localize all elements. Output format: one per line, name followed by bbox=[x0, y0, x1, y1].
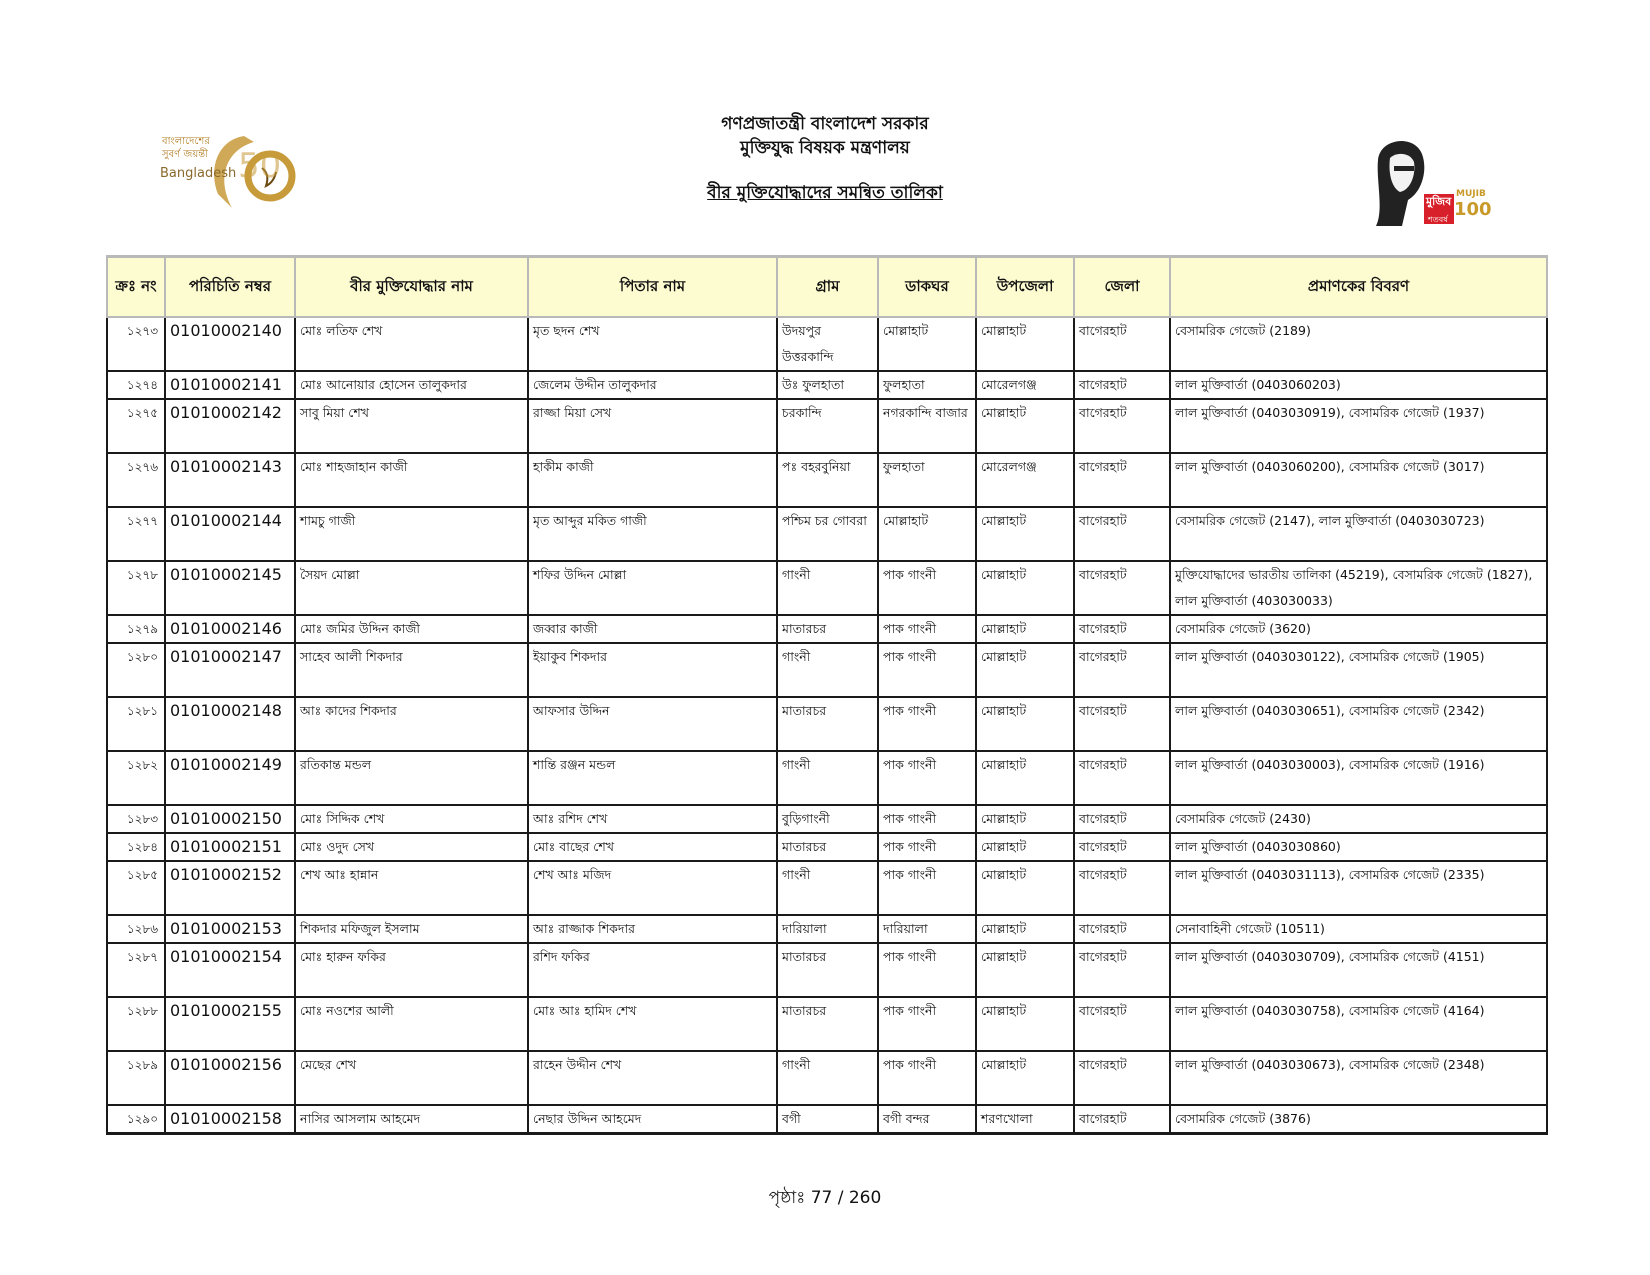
serial-cell: ১২৯০ bbox=[107, 1105, 165, 1134]
table-row bbox=[107, 615, 1547, 643]
col-village: গ্রাম bbox=[777, 257, 878, 318]
father-cell: শফির উদ্দিন মোল্লা bbox=[528, 561, 777, 615]
serial-cell: ১২৭৩ bbox=[107, 317, 165, 371]
page-footer bbox=[0, 1185, 1650, 1213]
table-row bbox=[107, 805, 1547, 833]
district-cell: বাগেরহাট bbox=[1074, 861, 1170, 915]
col-id-number: পরিচিতি নম্বর bbox=[165, 257, 295, 318]
jubilee-bangladesh-word: Bangladesh bbox=[160, 166, 237, 181]
table-row bbox=[107, 1105, 1547, 1134]
table-row bbox=[107, 697, 1547, 751]
serial-cell: ১২৭৭ bbox=[107, 507, 165, 561]
father-cell: রাজ্জা মিয়া সেখ bbox=[528, 399, 777, 453]
table-header-row bbox=[107, 257, 1547, 318]
serial-cell: ১২৮১ bbox=[107, 697, 165, 751]
upazila-cell: মোরেলগঞ্জ bbox=[976, 371, 1074, 399]
id-cell: 01010002156 bbox=[165, 1051, 295, 1105]
id-cell: 01010002158 bbox=[165, 1105, 295, 1134]
serial-cell: ১২৮৬ bbox=[107, 915, 165, 943]
father-cell: জব্বার কাজী bbox=[528, 615, 777, 643]
serial-cell: ১২৮৩ bbox=[107, 805, 165, 833]
village-cell: গাংনী bbox=[777, 1051, 878, 1105]
name-cell: মোঃ হারুন ফকির bbox=[295, 943, 528, 997]
post-office-cell: মোল্লাহাট bbox=[878, 317, 976, 371]
post-office-cell: পাক গাংনী bbox=[878, 615, 976, 643]
upazila-cell: মোল্লাহাট bbox=[976, 697, 1074, 751]
id-cell: 01010002155 bbox=[165, 997, 295, 1051]
district-cell: বাগেরহাট bbox=[1074, 453, 1170, 507]
proof-cell: বেসামরিক গেজেট (2147), লাল মুক্তিবার্তা (0403030723) bbox=[1170, 507, 1547, 561]
jubilee-line-1: বাংলাদেশের bbox=[162, 136, 210, 147]
district-cell: বাগেরহাট bbox=[1074, 697, 1170, 751]
upazila-cell: শরণখোলা bbox=[976, 1105, 1074, 1134]
proof-cell: মুক্তিযোদ্ধাদের ভারতীয় তালিকা (45219), বেসামরিক গেজেট (1827), লাল মুক্তিবার্তা (403030033) bbox=[1170, 561, 1547, 615]
id-cell: 01010002149 bbox=[165, 751, 295, 805]
name-cell: শিকদার মফিজুল ইসলাম bbox=[295, 915, 528, 943]
id-cell: 01010002151 bbox=[165, 833, 295, 861]
proof-cell: লাল মুক্তিবার্তা (0403060203) bbox=[1170, 371, 1547, 399]
post-office-cell: পাক গাংনী bbox=[878, 805, 976, 833]
name-cell: মোঃ নওশের আলী bbox=[295, 997, 528, 1051]
id-cell: 01010002147 bbox=[165, 643, 295, 697]
proof-cell: লাল মুক্তিবার্তা (0403030758), বেসামরিক গেজেট (4164) bbox=[1170, 997, 1547, 1051]
post-office-cell: দারিয়ালা bbox=[878, 915, 976, 943]
village-cell: গাংনী bbox=[777, 643, 878, 697]
name-cell: সাহেব আলী শিকদার bbox=[295, 643, 528, 697]
table-row bbox=[107, 371, 1547, 399]
name-cell: মোঃ জমির উদ্দিন কাজী bbox=[295, 615, 528, 643]
id-cell: 01010002150 bbox=[165, 805, 295, 833]
id-cell: 01010002145 bbox=[165, 561, 295, 615]
freedom-fighters-table bbox=[106, 255, 1548, 1135]
proof-cell: লাল মুক্তিবার্তা (0403030860) bbox=[1170, 833, 1547, 861]
id-cell: 01010002146 bbox=[165, 615, 295, 643]
list-title: বীর মুক্তিযোদ্ধাদের সমন্বিত তালিকা bbox=[707, 183, 943, 203]
district-cell: বাগেরহাট bbox=[1074, 833, 1170, 861]
upazila-cell: মোল্লাহাট bbox=[976, 317, 1074, 371]
id-cell: 01010002153 bbox=[165, 915, 295, 943]
proof-cell: লাল মুক্তিবার্তা (0403030919), বেসামরিক গেজেট (1937) bbox=[1170, 399, 1547, 453]
village-cell: গাংনী bbox=[777, 751, 878, 805]
mujib-word: মুজিব bbox=[1426, 195, 1452, 208]
proof-cell: বেসামরিক গেজেট (2430) bbox=[1170, 805, 1547, 833]
mujib-number: 100 bbox=[1454, 199, 1492, 220]
name-cell: সৈয়দ মোল্লা bbox=[295, 561, 528, 615]
post-office-cell: ফুলহাতা bbox=[878, 371, 976, 399]
post-office-cell: পাক গাংনী bbox=[878, 561, 976, 615]
proof-cell: সেনাবাহিনী গেজেট (10511) bbox=[1170, 915, 1547, 943]
table-row bbox=[107, 861, 1547, 915]
proof-cell: বেসামরিক গেজেট (3876) bbox=[1170, 1105, 1547, 1134]
table-row bbox=[107, 453, 1547, 507]
village-cell: গাংনী bbox=[777, 561, 878, 615]
upazila-cell: মোল্লাহাট bbox=[976, 1051, 1074, 1105]
village-cell: বগী bbox=[777, 1105, 878, 1134]
upazila-cell: মোল্লাহাট bbox=[976, 833, 1074, 861]
district-cell: বাগেরহাট bbox=[1074, 317, 1170, 371]
col-proof: প্রমাণকের বিবরণ bbox=[1170, 257, 1547, 318]
village-cell: পশ্চিম চর গোবরা bbox=[777, 507, 878, 561]
father-cell: নেছার উদ্দিন আহমেদ bbox=[528, 1105, 777, 1134]
post-office-cell: পাক গাংনী bbox=[878, 861, 976, 915]
post-office-cell: ফুলহাতা bbox=[878, 453, 976, 507]
father-cell: জেলেম উদ্দীন তালুকদার bbox=[528, 371, 777, 399]
serial-cell: ১২৭৫ bbox=[107, 399, 165, 453]
id-cell: 01010002142 bbox=[165, 399, 295, 453]
table-row bbox=[107, 915, 1547, 943]
post-office-cell: পাক গাংনী bbox=[878, 1051, 976, 1105]
table-row bbox=[107, 317, 1547, 371]
serial-cell: ১২৮০ bbox=[107, 643, 165, 697]
upazila-cell: মোল্লাহাট bbox=[976, 561, 1074, 615]
table-row bbox=[107, 643, 1547, 697]
government-name: গণপ্রজাতন্ত্রী বাংলাদেশ সরকার bbox=[721, 114, 929, 134]
id-cell: 01010002144 bbox=[165, 507, 295, 561]
proof-cell: লাল মুক্তিবার্তা (0403030673), বেসামরিক গেজেট (2348) bbox=[1170, 1051, 1547, 1105]
table-row bbox=[107, 997, 1547, 1051]
id-cell: 01010002152 bbox=[165, 861, 295, 915]
father-cell: আফসার উদ্দিন bbox=[528, 697, 777, 751]
upazila-cell: মোল্লাহাট bbox=[976, 507, 1074, 561]
father-cell: রশিদ ফকির bbox=[528, 943, 777, 997]
serial-cell: ১২৮৮ bbox=[107, 997, 165, 1051]
father-cell: ইয়াকুব শিকদার bbox=[528, 643, 777, 697]
table-row bbox=[107, 399, 1547, 453]
col-district: জেলা bbox=[1074, 257, 1170, 318]
id-cell: 01010002141 bbox=[165, 371, 295, 399]
id-cell: 01010002154 bbox=[165, 943, 295, 997]
upazila-cell: মোল্লাহাট bbox=[976, 615, 1074, 643]
name-cell: সাবু মিয়া শেখ bbox=[295, 399, 528, 453]
table-body bbox=[107, 317, 1547, 1134]
village-cell: উদয়পুর উত্তরকান্দি bbox=[777, 317, 878, 371]
name-cell: শামচু গাজী bbox=[295, 507, 528, 561]
father-cell: মোঃ বাছের শেখ bbox=[528, 833, 777, 861]
post-office-cell: নগরকান্দি বাজার bbox=[878, 399, 976, 453]
post-office-cell: বগী বন্দর bbox=[878, 1105, 976, 1134]
father-cell: মোঃ আঃ হামিদ শেখ bbox=[528, 997, 777, 1051]
village-cell: মাতারচর bbox=[777, 615, 878, 643]
father-cell: শান্তি রঞ্জন মন্ডল bbox=[528, 751, 777, 805]
name-cell: আঃ কাদের শিকদার bbox=[295, 697, 528, 751]
father-cell: রাহেন উদ্দীন শেখ bbox=[528, 1051, 777, 1105]
upazila-cell: মোরেলগঞ্জ bbox=[976, 453, 1074, 507]
post-office-cell: পাক গাংনী bbox=[878, 943, 976, 997]
name-cell: নাসির আসলাম আহমেদ bbox=[295, 1105, 528, 1134]
post-office-cell: পাক গাংনী bbox=[878, 997, 976, 1051]
col-upazila: উপজেলা bbox=[976, 257, 1074, 318]
serial-cell: ১২৭৪ bbox=[107, 371, 165, 399]
document-header bbox=[0, 112, 1650, 208]
father-cell: আঃ রশিদ শেখ bbox=[528, 805, 777, 833]
proof-cell: লাল মুক্তিবার্তা (0403030651), বেসামরিক গেজেট (2342) bbox=[1170, 697, 1547, 751]
village-cell: চরকান্দি bbox=[777, 399, 878, 453]
village-cell: দারিয়ালা bbox=[777, 915, 878, 943]
village-cell: মাতারচর bbox=[777, 997, 878, 1051]
village-cell: উঃ ফুলহাতা bbox=[777, 371, 878, 399]
upazila-cell: মোল্লাহাট bbox=[976, 915, 1074, 943]
name-cell: মোঃ আনোয়ার হোসেন তালুকদার bbox=[295, 371, 528, 399]
serial-cell: ১২৮৭ bbox=[107, 943, 165, 997]
jubilee-number: 50 bbox=[238, 146, 282, 186]
serial-cell: ১২৭৮ bbox=[107, 561, 165, 615]
col-serial: ক্রঃ নং bbox=[107, 257, 165, 318]
district-cell: বাগেরহাট bbox=[1074, 615, 1170, 643]
district-cell: বাগেরহাট bbox=[1074, 371, 1170, 399]
page-label: পৃষ্ঠাঃ bbox=[768, 1188, 806, 1208]
post-office-cell: পাক গাংনী bbox=[878, 643, 976, 697]
name-cell: মোঃ শাহজাহান কাজী bbox=[295, 453, 528, 507]
page-number: 77 / 260 bbox=[810, 1188, 882, 1208]
id-cell: 01010002143 bbox=[165, 453, 295, 507]
serial-cell: ১২৮৪ bbox=[107, 833, 165, 861]
district-cell: বাগেরহাট bbox=[1074, 507, 1170, 561]
district-cell: বাগেরহাট bbox=[1074, 1105, 1170, 1134]
id-cell: 01010002148 bbox=[165, 697, 295, 751]
serial-cell: ১২৮৫ bbox=[107, 861, 165, 915]
name-cell: মোঃ লতিফ শেখ bbox=[295, 317, 528, 371]
upazila-cell: মোল্লাহাট bbox=[976, 643, 1074, 697]
upazila-cell: মোল্লাহাট bbox=[976, 751, 1074, 805]
id-cell: 01010002140 bbox=[165, 317, 295, 371]
col-post-office: ডাকঘর bbox=[878, 257, 976, 318]
name-cell: রতিকান্ত মন্ডল bbox=[295, 751, 528, 805]
district-cell: বাগেরহাট bbox=[1074, 805, 1170, 833]
name-cell: মেছের শেখ bbox=[295, 1051, 528, 1105]
upazila-cell: মোল্লাহাট bbox=[976, 943, 1074, 997]
serial-cell: ১২৭৯ bbox=[107, 615, 165, 643]
district-cell: বাগেরহাট bbox=[1074, 643, 1170, 697]
shatabarsha-word: শতবর্ষ bbox=[1428, 215, 1448, 224]
district-cell: বাগেরহাট bbox=[1074, 997, 1170, 1051]
col-fighter-name: বীর মুক্তিযোদ্ধার নাম bbox=[295, 257, 528, 318]
proof-cell: বেসামরিক গেজেট (3620) bbox=[1170, 615, 1547, 643]
upazila-cell: মোল্লাহাট bbox=[976, 997, 1074, 1051]
jubilee-line-2: সুবর্ণ জয়ন্তী bbox=[162, 149, 208, 160]
village-cell: মাতারচর bbox=[777, 943, 878, 997]
table-row bbox=[107, 561, 1547, 615]
col-father-name: পিতার নাম bbox=[528, 257, 777, 318]
post-office-cell: পাক গাংনী bbox=[878, 751, 976, 805]
table-row bbox=[107, 507, 1547, 561]
table-row bbox=[107, 751, 1547, 805]
upazila-cell: মোল্লাহাট bbox=[976, 861, 1074, 915]
proof-cell: লাল মুক্তিবার্তা (0403030122), বেসামরিক গেজেট (1905) bbox=[1170, 643, 1547, 697]
village-cell: পঃ বহরবুনিয়া bbox=[777, 453, 878, 507]
name-cell: মোঃ সিদ্দিক শেখ bbox=[295, 805, 528, 833]
post-office-cell: মোল্লাহাট bbox=[878, 507, 976, 561]
father-cell: মৃত আব্দুর মকিত গাজী bbox=[528, 507, 777, 561]
name-cell: মোঃ ওদুদ সেখ bbox=[295, 833, 528, 861]
father-cell: আঃ রাজ্জাক শিকদার bbox=[528, 915, 777, 943]
father-cell: মৃত ছদন শেখ bbox=[528, 317, 777, 371]
father-cell: হাকীম কাজী bbox=[528, 453, 777, 507]
proof-cell: লাল মুক্তিবার্তা (0403060200), বেসামরিক গেজেট (3017) bbox=[1170, 453, 1547, 507]
post-office-cell: পাক গাংনী bbox=[878, 833, 976, 861]
serial-cell: ১২৮৯ bbox=[107, 1051, 165, 1105]
ministry-name: মুক্তিযুদ্ধ বিষয়ক মন্ত্রণালয় bbox=[740, 138, 910, 158]
district-cell: বাগেরহাট bbox=[1074, 751, 1170, 805]
district-cell: বাগেরহাট bbox=[1074, 399, 1170, 453]
proof-cell: বেসামরিক গেজেট (2189) bbox=[1170, 317, 1547, 371]
district-cell: বাগেরহাট bbox=[1074, 561, 1170, 615]
village-cell: মাতারচর bbox=[777, 833, 878, 861]
serial-cell: ১২৭৬ bbox=[107, 453, 165, 507]
table-row bbox=[107, 1051, 1547, 1105]
proof-cell: লাল মুক্তিবার্তা (0403030709), বেসামরিক গেজেট (4151) bbox=[1170, 943, 1547, 997]
mujib-tag: MUJIB bbox=[1456, 189, 1486, 199]
upazila-cell: মোল্লাহাট bbox=[976, 805, 1074, 833]
post-office-cell: পাক গাংনী bbox=[878, 697, 976, 751]
village-cell: মাতারচর bbox=[777, 697, 878, 751]
proof-cell: লাল মুক্তিবার্তা (0403030003), বেসামরিক গেজেট (1916) bbox=[1170, 751, 1547, 805]
upazila-cell: মোল্লাহাট bbox=[976, 399, 1074, 453]
table-row bbox=[107, 943, 1547, 997]
district-cell: বাগেরহাট bbox=[1074, 915, 1170, 943]
serial-cell: ১২৮২ bbox=[107, 751, 165, 805]
table-row bbox=[107, 833, 1547, 861]
district-cell: বাগেরহাট bbox=[1074, 1051, 1170, 1105]
district-cell: বাগেরহাট bbox=[1074, 943, 1170, 997]
village-cell: বুড়িগাংনী bbox=[777, 805, 878, 833]
village-cell: গাংনী bbox=[777, 861, 878, 915]
proof-cell: লাল মুক্তিবার্তা (0403031113), বেসামরিক গেজেট (2335) bbox=[1170, 861, 1547, 915]
father-cell: শেখ আঃ মজিদ bbox=[528, 861, 777, 915]
name-cell: শেখ আঃ হান্নান bbox=[295, 861, 528, 915]
